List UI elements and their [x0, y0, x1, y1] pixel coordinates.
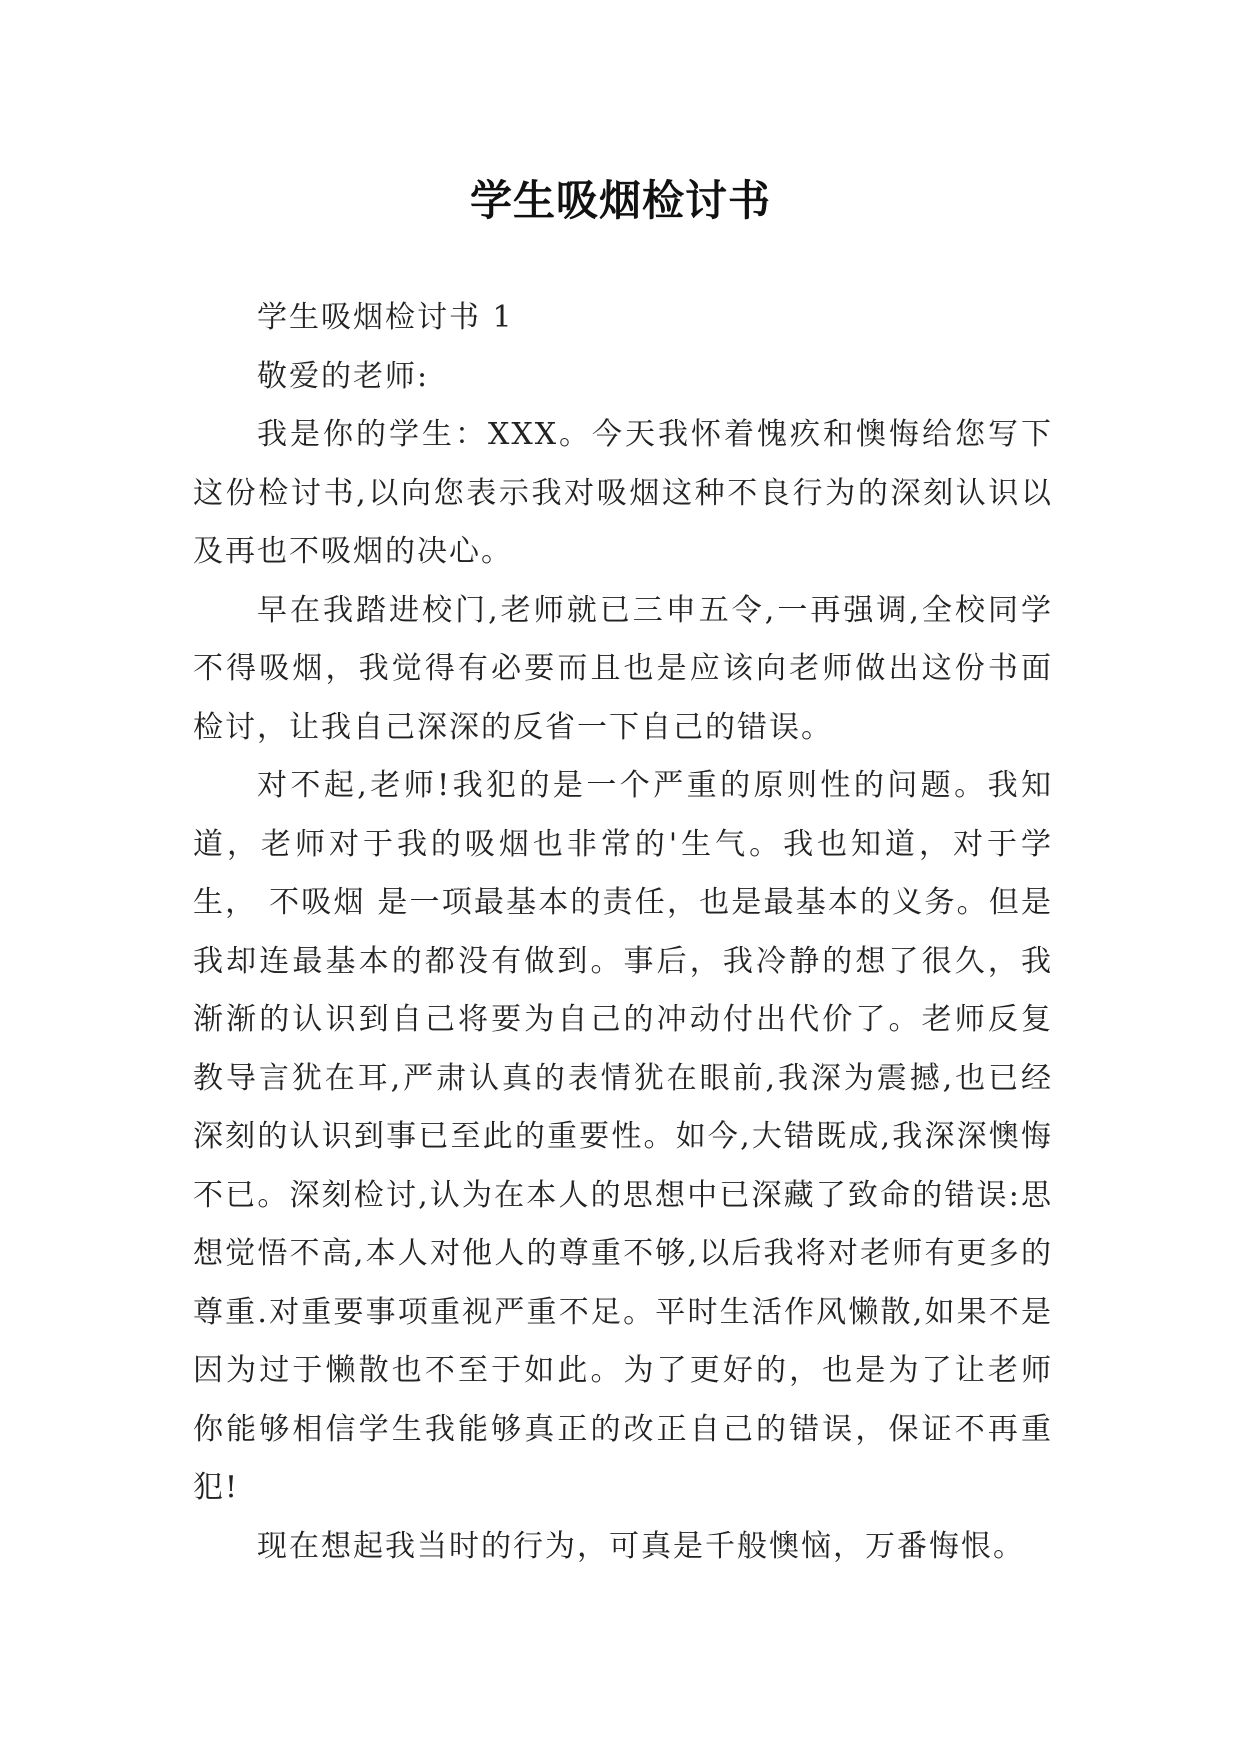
body-paragraph: 对不起,老师!我犯的是一个严重的原则性的问题。我知道，老师对于我的吸烟也非常的'生气。我也知道，对于学生， 不吸烟 是一项最基本的责任，也是最基本的义务。但是我却连最基本的都没有做到。事后，我冷静的想了很久，我渐渐的认识到自己将要为自己的冲动付出代价了。老师反复教导言犹在耳,严肃认真的表情犹在眼前,我深为震撼,也已经深刻的认识到事已至此的重要性。如今,大错既成,我深深懊悔不已。深刻检讨,认为在本人的思想中已深藏了致命的错误:思想觉悟不高,本人对他人的尊重不够,以后我将对老师有更多的尊重.对重要事项重视严重不足。平时生活作风懒散,如果不是因为过于懒散也不至于如此。为了更好的，也是为了让老师你能够相信学生我能够真正的改正自己的错误，保证不再重犯! — [193, 768, 1053, 1505]
body-paragraph: 早在我踏进校门,老师就已三申五令,一再强调,全校同学不得吸烟，我觉得有必要而且也是应该向老师做出这份书面检讨，让我自己深深的反省一下自己的错误。 — [193, 592, 1053, 745]
salutation-paragraph: 敬爱的老师: — [257, 358, 430, 394]
document-title: 学生吸烟检讨书 — [469, 176, 771, 226]
subtitle-paragraph: 学生吸烟检讨书 1 — [257, 300, 514, 335]
body-paragraph: 现在想起我当时的行为，可真是千般懊恼，万番悔恨。 — [257, 1528, 1025, 1564]
body-paragraph: 我是你的学生：XXX。今天我怀着愧疚和懊悔给您写下这份检讨书,以向您表示我对吸烟这种不良行为的深刻认识以及再也不吸烟的决心。 — [193, 417, 1053, 569]
document-body — [193, 289, 1053, 1576]
